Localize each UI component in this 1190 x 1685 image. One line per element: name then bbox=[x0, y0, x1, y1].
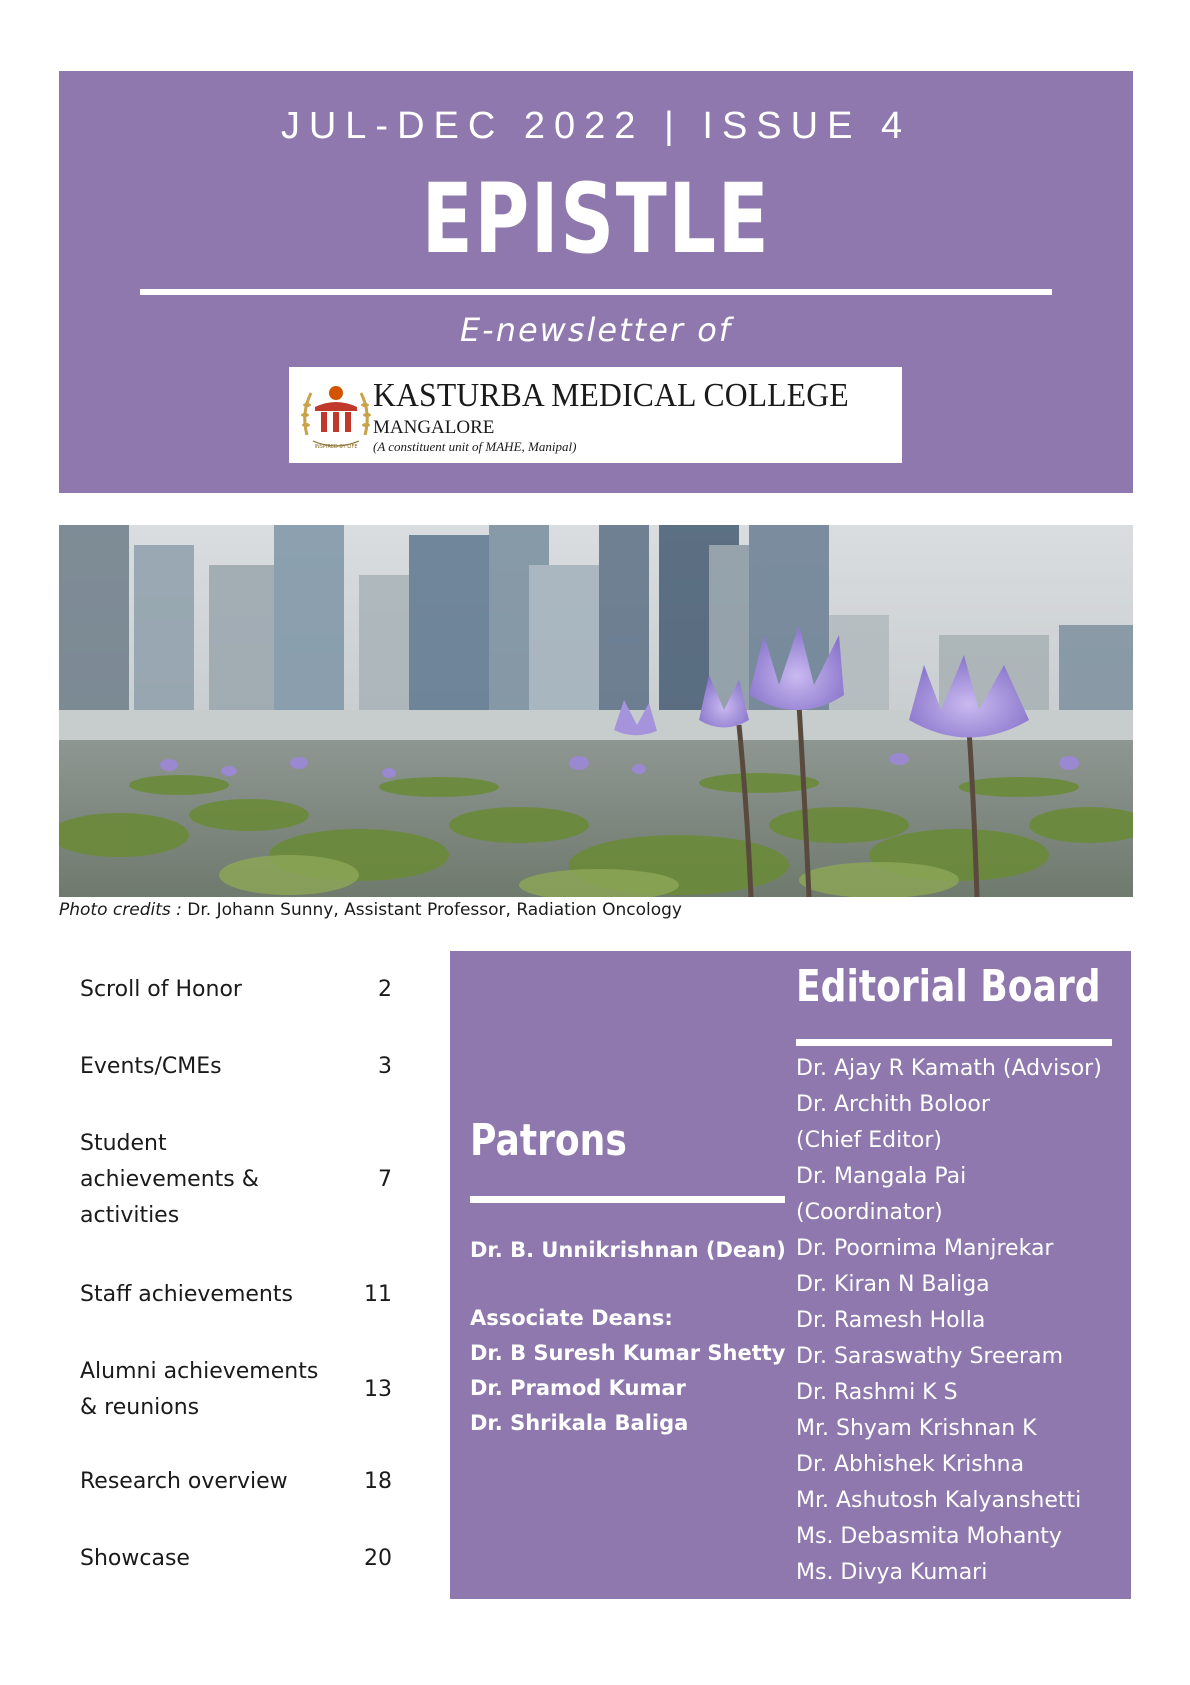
editorial-member: Dr. Ramesh Holla bbox=[796, 1308, 986, 1333]
toc-item-label: Alumni achievements & reunions bbox=[80, 1359, 319, 1420]
editorial-member: Dr. Abhishek Krishna bbox=[796, 1452, 1025, 1477]
toc-item-page: 13 bbox=[364, 1377, 392, 1402]
college-logo bbox=[289, 367, 902, 463]
emblem-motto: INSPIRED BY LIFE bbox=[314, 444, 358, 450]
editorial-member: (Chief Editor) bbox=[796, 1128, 942, 1153]
spacer bbox=[470, 1268, 790, 1301]
editorial-member: Dr. Saraswathy Sreeram bbox=[796, 1344, 1063, 1369]
toc-item-page: 3 bbox=[378, 1054, 392, 1079]
editorial-member: Dr. Poornima Manjrekar bbox=[796, 1236, 1054, 1261]
college-city: MANGALORE bbox=[373, 417, 495, 438]
editorial-member: Ms. Debasmita Mohanty bbox=[796, 1524, 1062, 1549]
toc-item[interactable] bbox=[80, 1354, 392, 1426]
photo-credit bbox=[59, 900, 682, 920]
masthead bbox=[59, 71, 1133, 493]
editorial-board-heading: Editorial Board bbox=[796, 961, 1101, 1012]
kmc-emblem-icon bbox=[297, 375, 375, 455]
editorial-member: Ms. Divya Kumari bbox=[796, 1560, 988, 1585]
photo-credit-text: Dr. Johann Sunny, Assistant Professor, Radiation Oncology bbox=[187, 900, 682, 920]
editorial-divider bbox=[796, 1039, 1112, 1046]
editorial-member: Dr. Mangala Pai bbox=[796, 1164, 967, 1189]
editorial-member: Mr. Shyam Krishnan K bbox=[796, 1416, 1037, 1441]
toc-item-label: Student achievements & activities bbox=[80, 1131, 259, 1228]
toc-item-page: 7 bbox=[378, 1167, 392, 1192]
associate-dean: Dr. Pramod Kumar bbox=[470, 1376, 686, 1400]
newsletter-subtitle: E-newsletter of bbox=[459, 311, 733, 349]
toc-item-label: Showcase bbox=[80, 1546, 190, 1571]
college-affiliation: (A constituent unit of MAHE, Manipal) bbox=[373, 439, 577, 454]
toc-item-label: Research overview bbox=[80, 1469, 288, 1494]
associate-deans-label: Associate Deans: bbox=[470, 1306, 673, 1330]
photo-credit-label: Photo credits : bbox=[59, 900, 182, 920]
toc-item-page: 2 bbox=[378, 977, 392, 1002]
toc-item-page: 18 bbox=[364, 1469, 392, 1494]
editorial-member: Dr. Ajay R Kamath (Advisor) bbox=[796, 1056, 1102, 1081]
associate-dean: Dr. B Suresh Kumar Shetty bbox=[470, 1341, 786, 1365]
toc-item-page: 11 bbox=[364, 1282, 392, 1307]
credits-panel bbox=[450, 951, 1131, 1599]
toc-item-label: Scroll of Honor bbox=[80, 977, 242, 1002]
patrons-heading: Patrons bbox=[470, 1115, 627, 1166]
masthead-divider bbox=[140, 289, 1052, 295]
associate-dean: Dr. Shrikala Baliga bbox=[470, 1411, 689, 1435]
newsletter-title: EPISTLE bbox=[421, 163, 771, 275]
patrons-list bbox=[470, 1233, 790, 1441]
toc-item[interactable] bbox=[80, 1126, 392, 1234]
issue-label: JUL-DEC 2022 | ISSUE 4 bbox=[280, 105, 912, 147]
toc-item-page: 20 bbox=[364, 1546, 392, 1571]
toc-item-label: Staff achievements bbox=[80, 1282, 293, 1307]
patrons-divider bbox=[470, 1196, 785, 1203]
editorial-member: (Coordinator) bbox=[796, 1200, 943, 1225]
dean-name: Dr. B. Unnikrishnan (Dean) bbox=[470, 1238, 786, 1262]
college-name: KASTURBA MEDICAL COLLEGE bbox=[373, 377, 849, 414]
toc-item-label: Events/CMEs bbox=[80, 1054, 222, 1079]
editorial-members bbox=[796, 1051, 1126, 1591]
editorial-member: Mr. Ashutosh Kalyanshetti bbox=[796, 1488, 1082, 1513]
cover-photo bbox=[59, 525, 1133, 897]
editorial-member: Dr. Archith Boloor bbox=[796, 1092, 990, 1117]
editorial-member: Dr. Kiran N Baliga bbox=[796, 1272, 990, 1297]
editorial-member: Dr. Rashmi K S bbox=[796, 1380, 958, 1405]
